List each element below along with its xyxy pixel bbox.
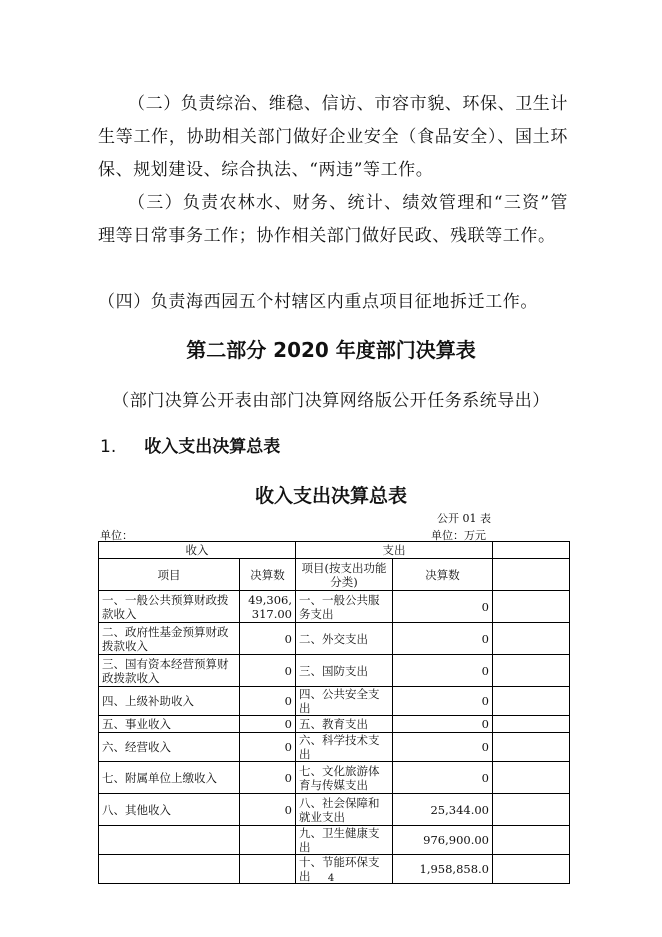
table-row	[99, 591, 570, 623]
unit-left: 单位：	[100, 529, 133, 542]
table-code: 公开 01 表	[437, 512, 491, 525]
table-title: 收入支出决算总表	[254, 485, 407, 507]
expense-item-cell: 三、国防支出	[296, 655, 393, 687]
part-note: （部门决算公开表由部门决算网络版公开任务系统导出）	[112, 391, 550, 411]
table-row	[99, 623, 570, 655]
empty-cell	[493, 794, 570, 826]
income-amount-cell: 0	[240, 794, 296, 826]
expense-amount-cell: 1,958,858.0	[393, 855, 493, 884]
page-number: 4	[327, 873, 335, 884]
income-amount-cell: 0	[240, 623, 296, 655]
expense-amount-cell: 0	[393, 623, 493, 655]
table-column-header-row	[99, 559, 570, 591]
income-item-cell: 一、一般公共预算财政拨款收入	[99, 591, 240, 623]
expense-item-cell: 二、外交支出	[296, 623, 393, 655]
section-title: 收入支出决算总表	[144, 437, 281, 457]
empty-cell	[493, 623, 570, 655]
income-amount-cell: 0	[240, 687, 296, 716]
col-amount-header: 决算数	[240, 559, 296, 591]
income-item-cell	[99, 826, 240, 855]
duty-paragraph-3: （三）负责农林水、财务、统计、绩效管理和“三资”管理等日常事务工作；协作相关部门做好民政、残联等工作。	[98, 193, 568, 246]
expense-amount-cell: 0	[393, 733, 493, 762]
empty-cell	[493, 655, 570, 687]
empty-cell	[493, 591, 570, 623]
income-amount-cell: 0	[240, 762, 296, 794]
income-item-cell: 三、国有资本经营预算财政拨款收入	[99, 655, 240, 687]
expense-amount-cell: 0	[393, 762, 493, 794]
expense-item-cell: 四、公共安全支出	[296, 687, 393, 716]
table-row	[99, 826, 570, 855]
col-expense-amount-header: 决算数	[393, 559, 493, 591]
income-item-cell: 六、经营收入	[99, 733, 240, 762]
section-number: 1.	[100, 437, 117, 457]
section-heading	[100, 432, 280, 457]
expense-item-cell: 一、一般公共服务支出	[296, 591, 393, 623]
income-amount-cell: 49,306,317.00	[240, 591, 296, 623]
expense-item-cell: 七、文化旅游体育与传媒支出	[296, 762, 393, 794]
empty-cell	[493, 542, 570, 559]
duty-paragraph-4: （四）负责海西园五个村辖区内重点项目征地拆迁工作。	[98, 292, 538, 312]
table-row	[99, 655, 570, 687]
col-expense-item-header: 项目(按支出功能分类)	[296, 559, 393, 591]
expense-item-cell: 六、科学技术支出	[296, 733, 393, 762]
income-item-cell: 七、附属单位上缴收入	[99, 762, 240, 794]
table-row	[99, 794, 570, 826]
table-row	[99, 687, 570, 716]
income-item-cell: 八、其他收入	[99, 794, 240, 826]
expense-amount-cell: 976,900.00	[393, 826, 493, 855]
table-row	[99, 762, 570, 794]
part-title: 第二部分 2020 年度部门决算表	[186, 338, 476, 362]
expense-amount-cell: 0	[393, 591, 493, 623]
expense-amount-cell: 0	[393, 716, 493, 733]
expense-amount-cell: 0	[393, 655, 493, 687]
expense-item-cell: 九、卫生健康支出	[296, 826, 393, 855]
col-item-header: 项目	[99, 559, 240, 591]
table-row	[99, 733, 570, 762]
duty-paragraph-2: （二）负责综治、维稳、信访、市容市貌、环保、卫生计生等工作，协助相关部门做好企业安全（食品安全）、国土环保、规划建设、综合执法、“两违”等工作。	[98, 94, 568, 180]
empty-cell	[493, 733, 570, 762]
income-amount-cell: 0	[240, 716, 296, 733]
income-amount-cell	[240, 826, 296, 855]
empty-cell	[493, 559, 570, 591]
expense-item-cell: 五、教育支出	[296, 716, 393, 733]
empty-cell	[493, 762, 570, 794]
income-item-cell: 五、事业收入	[99, 716, 240, 733]
table-group-header-row	[99, 542, 570, 559]
income-header: 收入	[99, 542, 296, 559]
budget-summary-table	[98, 541, 570, 884]
empty-cell	[493, 687, 570, 716]
income-amount-cell: 0	[240, 655, 296, 687]
empty-cell	[493, 826, 570, 855]
expense-header: 支出	[296, 542, 493, 559]
expense-amount-cell: 0	[393, 687, 493, 716]
expense-item-cell: 八、社会保障和就业支出	[296, 794, 393, 826]
expense-item-cell: 十、节能环保支出	[296, 855, 393, 884]
table-row	[99, 716, 570, 733]
empty-cell	[493, 716, 570, 733]
expense-amount-cell: 25,344.00	[393, 794, 493, 826]
income-item-cell: 四、上级补助收入	[99, 687, 240, 716]
income-amount-cell: 0	[240, 733, 296, 762]
unit-right: 单位：万元	[431, 529, 486, 542]
income-item-cell: 二、政府性基金预算财政拨款收入	[99, 623, 240, 655]
